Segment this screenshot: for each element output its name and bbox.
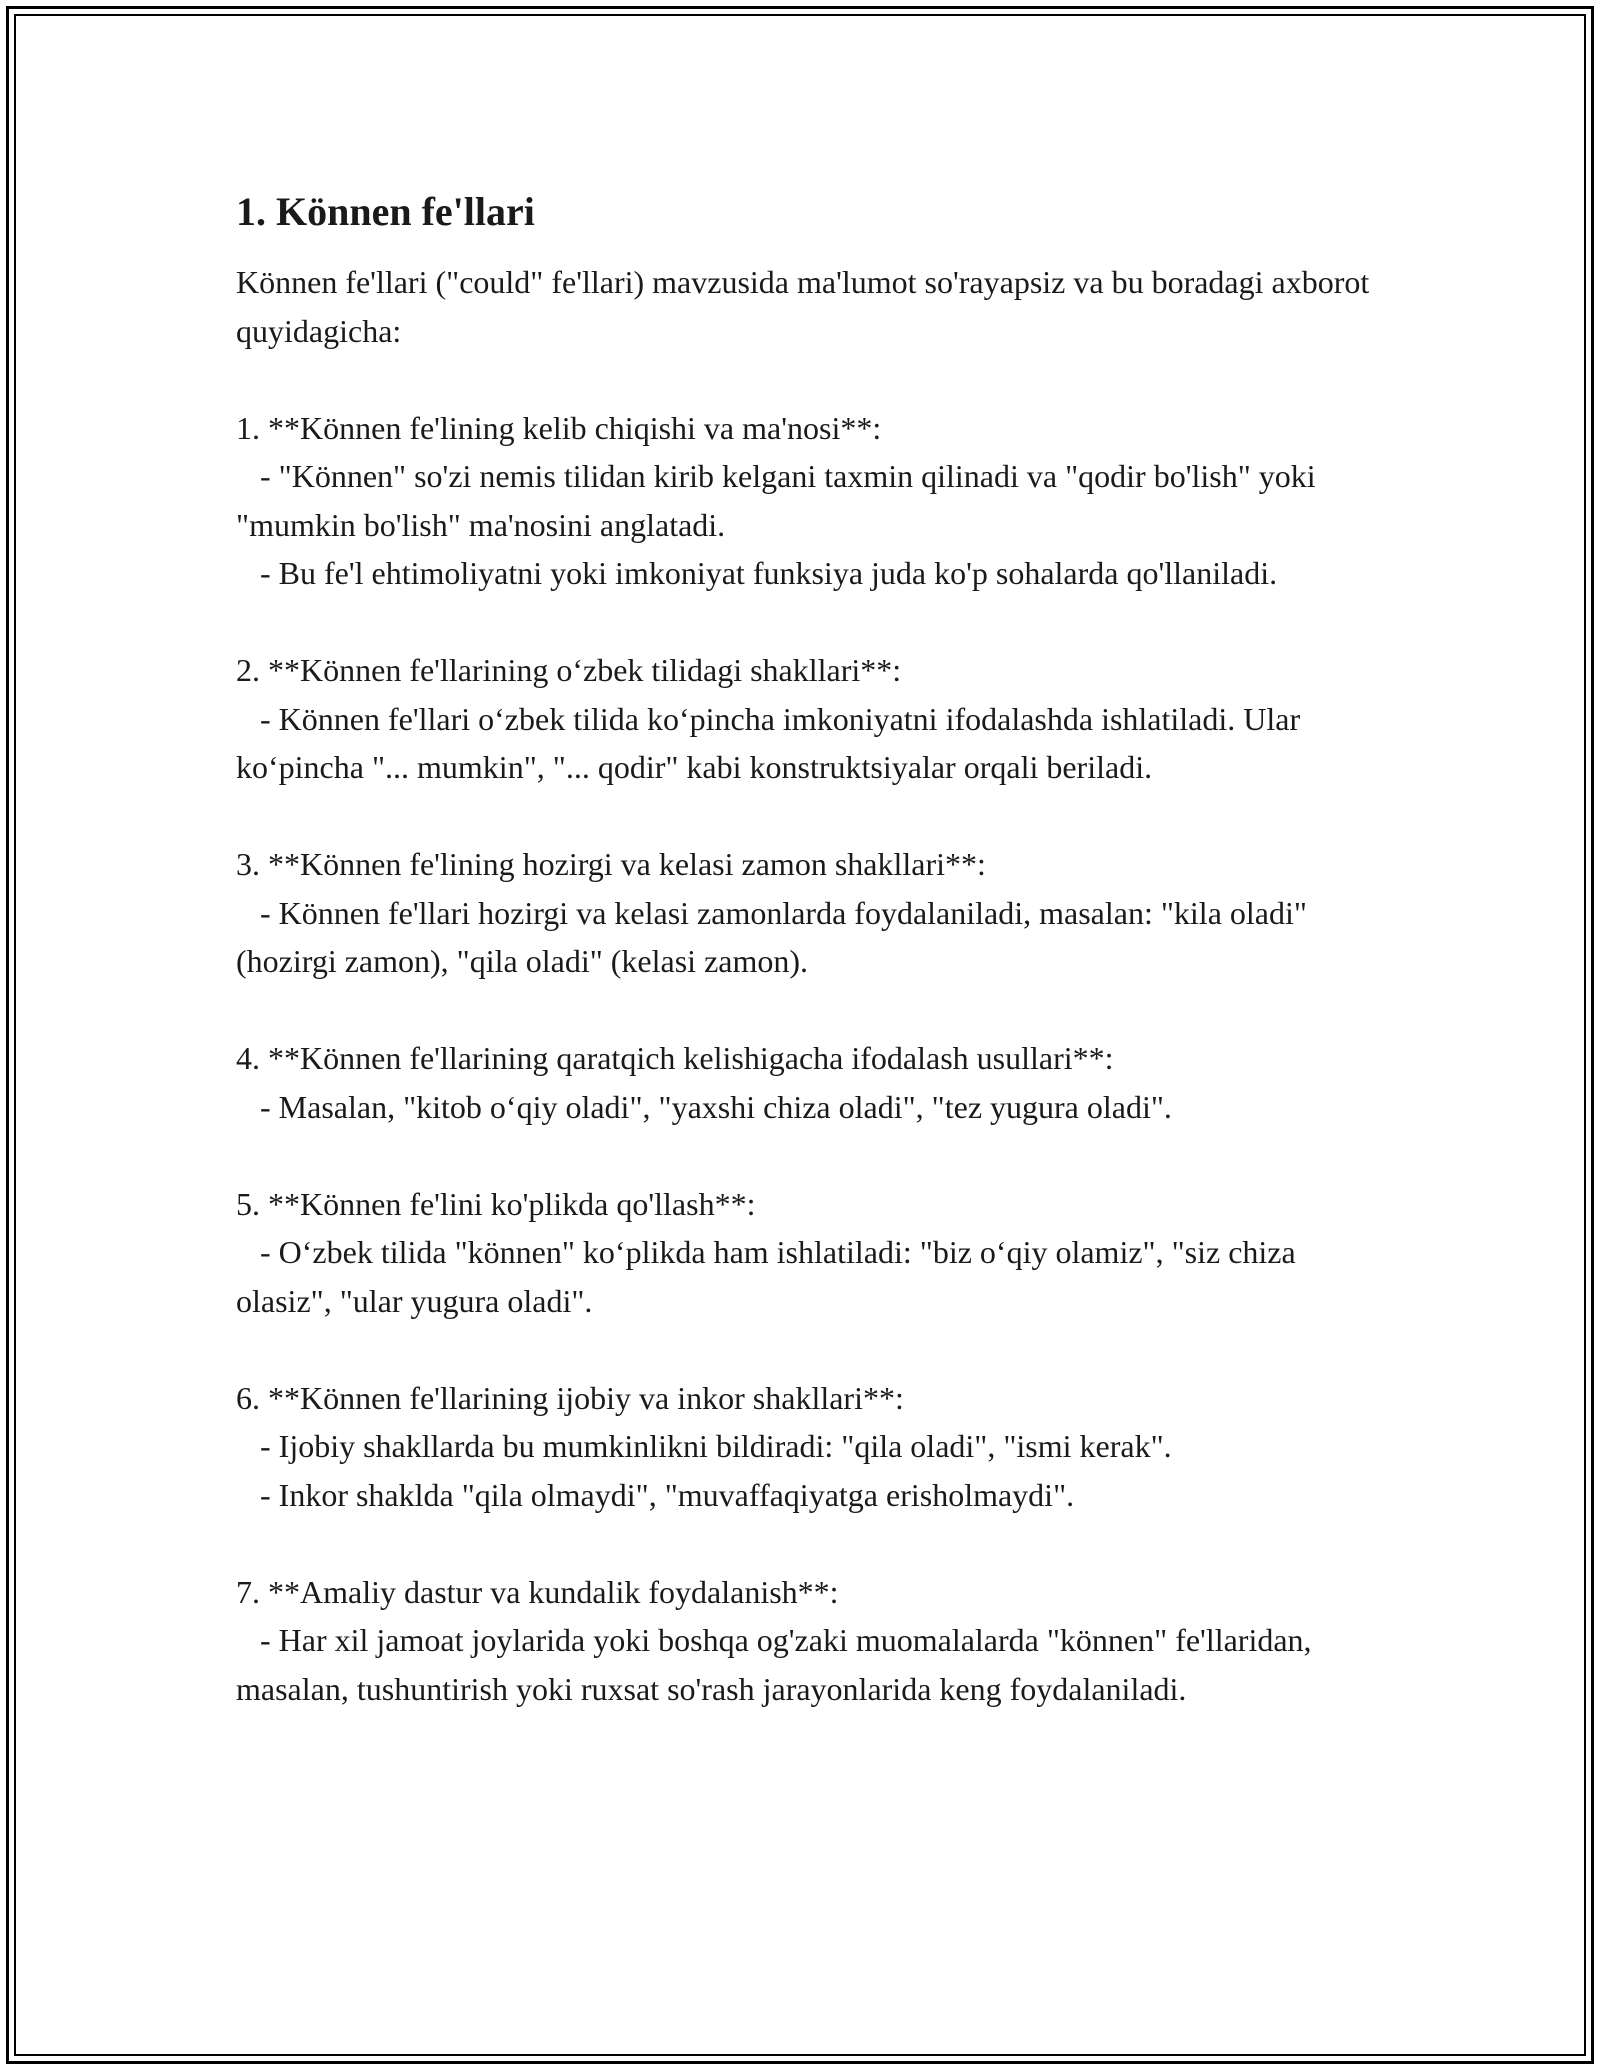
section-4 (236, 1034, 1386, 1131)
document-body (236, 186, 1386, 1713)
section-item: - O‘zbek tilida "können" ko‘plikda ham ishlatiladi: "biz o‘qiy olamiz", "siz chiza olasiz", "ular yugura oladi". (236, 1234, 1304, 1319)
section-item: - Har xil jamoat joylarida yoki boshqa og'zaki muomalalarda "können" fe'llaridan, masalan, tushuntirish yoki ruxsat so'rash jarayonlarida keng foydalaniladi. (236, 1622, 1320, 1707)
section-heading: 7. **Amaliy dastur va kundalik foydalanish**: (236, 1573, 839, 1610)
section-item: - Masalan, "kitob o‘qiy oladi", "yaxshi chiza oladi", "tez yugura oladi". (236, 1088, 1172, 1125)
section-heading: 6. **Können fe'llarining ijobiy va inkor shakllari**: (236, 1379, 904, 1416)
intro-paragraph: Können fe'llari ("could" fe'llari) mavzusida ma'lumot so'rayapsiz va bu boradagi axborot quyidagicha: (236, 264, 1378, 349)
section-heading: 4. **Können fe'llarining qaratqich kelishigacha ifodalash usullari**: (236, 1040, 1114, 1076)
section-item: - Können fe'llari hozirgi va kelasi zamonlarda foydalaniladi, masalan: "kila oladi" (hozirgi zamon), "qila oladi" (kelasi zamon). (236, 894, 1315, 979)
section-heading: 3. **Können fe'lining hozirgi va kelasi zamon shakllari**: (236, 846, 986, 882)
section-7 (236, 1568, 1386, 1714)
document-title: 1. Können fe'llari (236, 189, 535, 234)
section-item: - Bu fe'l ehtimoliyatni yoki imkoniyat funksiya juda ko'p sohalarda qo'llaniladi. (236, 555, 1278, 591)
section-3 (236, 840, 1386, 986)
section-6 (236, 1374, 1386, 1520)
section-heading: 5. **Können fe'lini ko'plikda qo'llash**: (236, 1185, 756, 1222)
section-item: - Können fe'llari o‘zbek tilida ko‘pincha imkoniyatni ifodalashda ishlatiladi. Ular ko‘pincha "... mumkin", "... qodir" kabi konstruktsiyalar orqali beriladi. (236, 700, 1309, 785)
section-2 (236, 646, 1386, 792)
section-heading: 1. **Können fe'lining kelib chiqishi va ma'nosi**: (236, 409, 882, 446)
section-5 (236, 1180, 1386, 1326)
section-item: - Inkor shaklda "qila olmaydi", "muvaffaqiyatga erisholmaydi". (236, 1476, 1075, 1513)
section-1 (236, 404, 1386, 598)
section-heading: 2. **Können fe'llarining o‘zbek tilidagi shakllari**: (236, 652, 902, 688)
section-item: - Ijobiy shakllarda bu mumkinlikni bildiradi: "qila oladi", "ismi kerak". (236, 1428, 1172, 1464)
section-item: - "Können" so'zi nemis tilidan kirib kelgani taxmin qilinadi va "qodir bo'lish" yoki "mumkin bo'lish" ma'nosini anglatadi. (236, 458, 1324, 543)
